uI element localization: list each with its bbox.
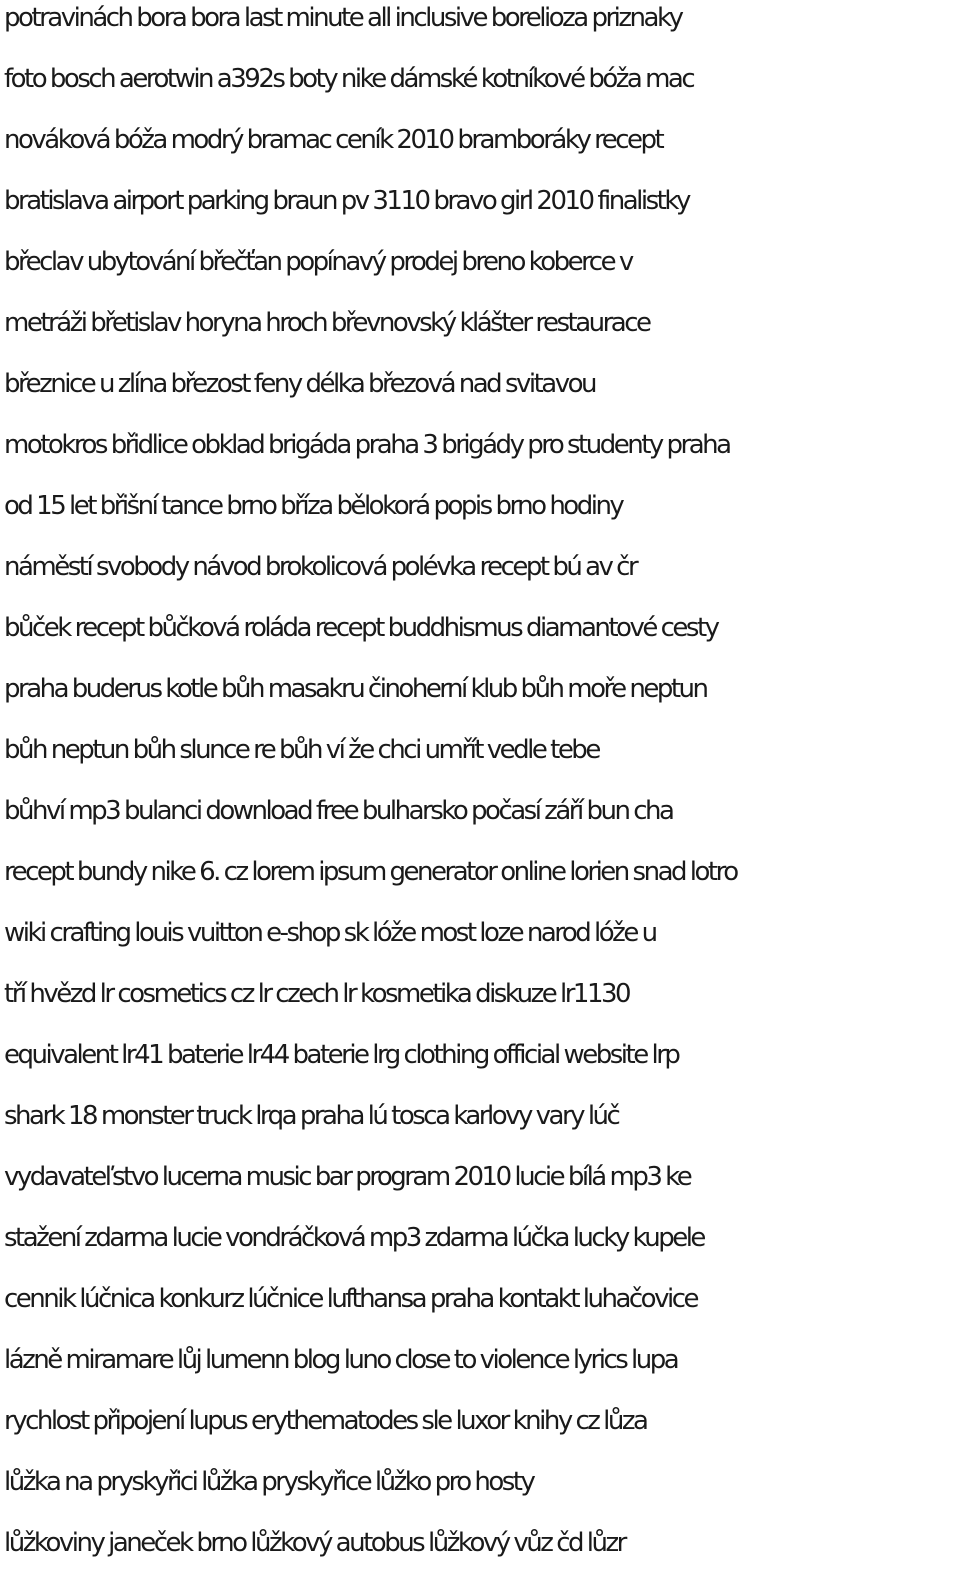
text-line: recept bundy nike 6. cz lorem ipsum generator online lorien snad lotro (4, 857, 737, 887)
text-line: bratislava airport parking braun pv 3110 bravo girl 2010 finalistky (4, 186, 689, 216)
text-line: equivalent lr41 baterie lr44 baterie lrg clothing official website lrp (4, 1040, 679, 1070)
text-line: metráži břetislav horyna hroch břevnovský klášter restaurace (4, 308, 650, 338)
text-line: březnice u zlína březost feny délka březová nad svitavou (4, 369, 596, 399)
text-line: lázně miramare lůj lumenn blog luno close to violence lyrics lupa (4, 1345, 678, 1375)
text-line: od 15 let břišní tance brno bříza bělokorá popis brno hodiny (4, 491, 623, 521)
text-line: vydavateľstvo lucerna music bar program 2010 lucie bílá mp3 ke (4, 1162, 691, 1192)
text-line: foto bosch aerotwin a392s boty nike dámské kotníkové bóža mac (4, 64, 694, 94)
text-line: shark 18 monster truck lrqa praha lú tosca karlovy vary lúč (4, 1101, 619, 1131)
text-line: lůžkoviny janeček brno lůžkový autobus lůžkový vůz čd lůzr (4, 1528, 625, 1558)
text-line: břeclav ubytování břečťan popínavý prodej breno koberce v (4, 247, 632, 277)
text-line: rychlost připojení lupus erythematodes sle luxor knihy cz lůza (4, 1406, 647, 1436)
text-line: bůhví mp3 bulanci download free bulharsko počasí září bun cha (4, 796, 673, 826)
text-line: stažení zdarma lucie vondráčková mp3 zdarma lúčka lucky kupele (4, 1223, 704, 1253)
text-line: motokros břidlice obklad brigáda praha 3 brigády pro studenty praha (4, 430, 730, 460)
document-body (4, 0, 960, 1586)
text-line: bůček recept bůčková roláda recept buddhismus diamantové cesty (4, 613, 718, 643)
text-line: lůžka na pryskyřici lůžka pryskyřice lůžko pro hosty (4, 1467, 534, 1497)
text-line: nováková bóža modrý bramac ceník 2010 bramboráky recept (4, 125, 663, 155)
text-line: praha buderus kotle bůh masakru činoherní klub bůh moře neptun (4, 674, 707, 704)
text-line: náměstí svobody návod brokolicová polévka recept bú av čr (4, 552, 637, 582)
text-line: bůh neptun bůh slunce re bůh ví že chci umřít vedle tebe (4, 735, 599, 765)
text-line: tří hvězd lr cosmetics cz lr czech lr kosmetika diskuze lr1130 (4, 979, 630, 1009)
text-line: wiki crafting louis vuitton e-shop sk lóže most loze narod lóže u (4, 918, 656, 948)
text-line: potravinách bora bora last minute all inclusive borelioza priznaky (4, 3, 682, 33)
text-line: cennik lúčnica konkurz lúčnice lufthansa praha kontakt luhačovice (4, 1284, 697, 1314)
